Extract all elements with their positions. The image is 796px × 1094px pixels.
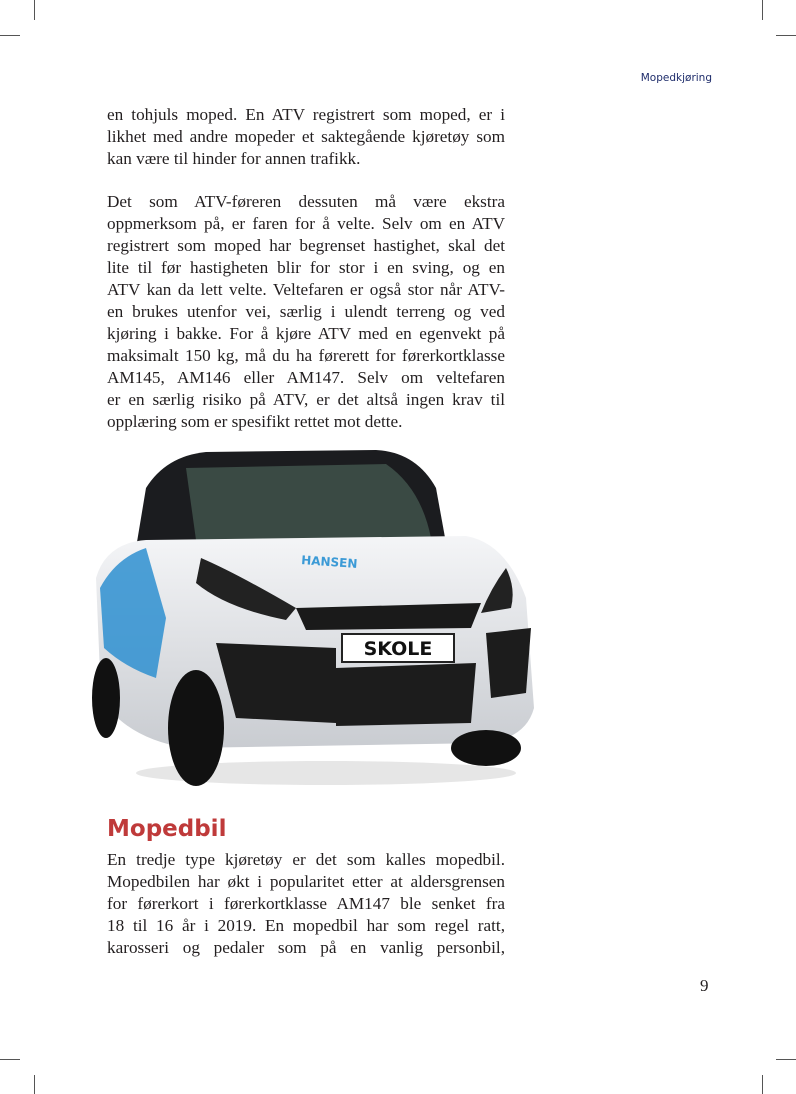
moped-car-photo [86,448,538,794]
crop-mark [776,1059,796,1060]
crop-mark [762,0,763,20]
text-line: for førerkort i førerkortklasse AM147 ble senket fra [107,894,505,913]
text-line: opplæring som er spesifikt rettet mot dette. [107,412,403,431]
text-line: likhet med andre mopeder et saktegående kjøretøy som [107,127,505,146]
text-line: en tohjuls moped. En ATV registrert som moped, er i [107,105,505,124]
crop-mark [762,1075,763,1094]
text-line: kan være til hinder for annen trafikk. [107,149,361,168]
text-line: maksimalt 150 kg, må du ha førerett for førerkortklasse [107,346,505,365]
paragraph-3 [107,849,505,959]
license-plate-text: SKOLE [363,638,433,660]
section-heading: Mopedbil [107,816,227,842]
crop-mark [776,35,796,36]
text-line: ATV kan da lett velte. Veltefaren er også stor når ATV- [107,280,505,299]
text-line: AM145, AM146 eller AM147. Selv om veltefaren [107,368,505,387]
crop-mark [34,1075,35,1094]
text-line: karosseri og pedaler som på en vanlig personbil, [107,938,505,957]
text-line: 18 til 16 år i 2019. En mopedbil har som regel ratt, [107,916,505,935]
crop-mark [34,0,35,20]
running-header: Mopedkjøring [640,72,712,84]
text-line: kjøring i bakke. For å kjøre ATV med en egenvekt på [107,324,505,343]
text-line: er en særlig risiko på ATV, er det altså ingen krav til [107,390,505,409]
text-line: oppmerksom på, er faren for å velte. Selv om en ATV [107,214,505,233]
paragraph-1 [107,104,505,170]
text-line: Mopedbilen har økt i popularitet etter at aldersgrensen [107,872,505,891]
text-line: Det som ATV-føreren dessuten må være ekstra [107,192,505,211]
page-number: 9 [700,976,709,995]
text-line: en brukes utenfor vei, særlig i ulendt terreng og ved [107,302,505,321]
crop-mark [0,35,20,36]
paragraph-2 [107,191,505,433]
crop-mark [0,1059,20,1060]
text-line: registrert som moped har begrenset hastighet, skal det [107,236,505,255]
text-line: lite til før hastigheten blir for stor i en sving, og en [107,258,505,277]
hood-brand-text: HANSEN [300,553,358,571]
text-line: En tredje type kjøretøy er det som kalles mopedbil. [107,850,505,869]
